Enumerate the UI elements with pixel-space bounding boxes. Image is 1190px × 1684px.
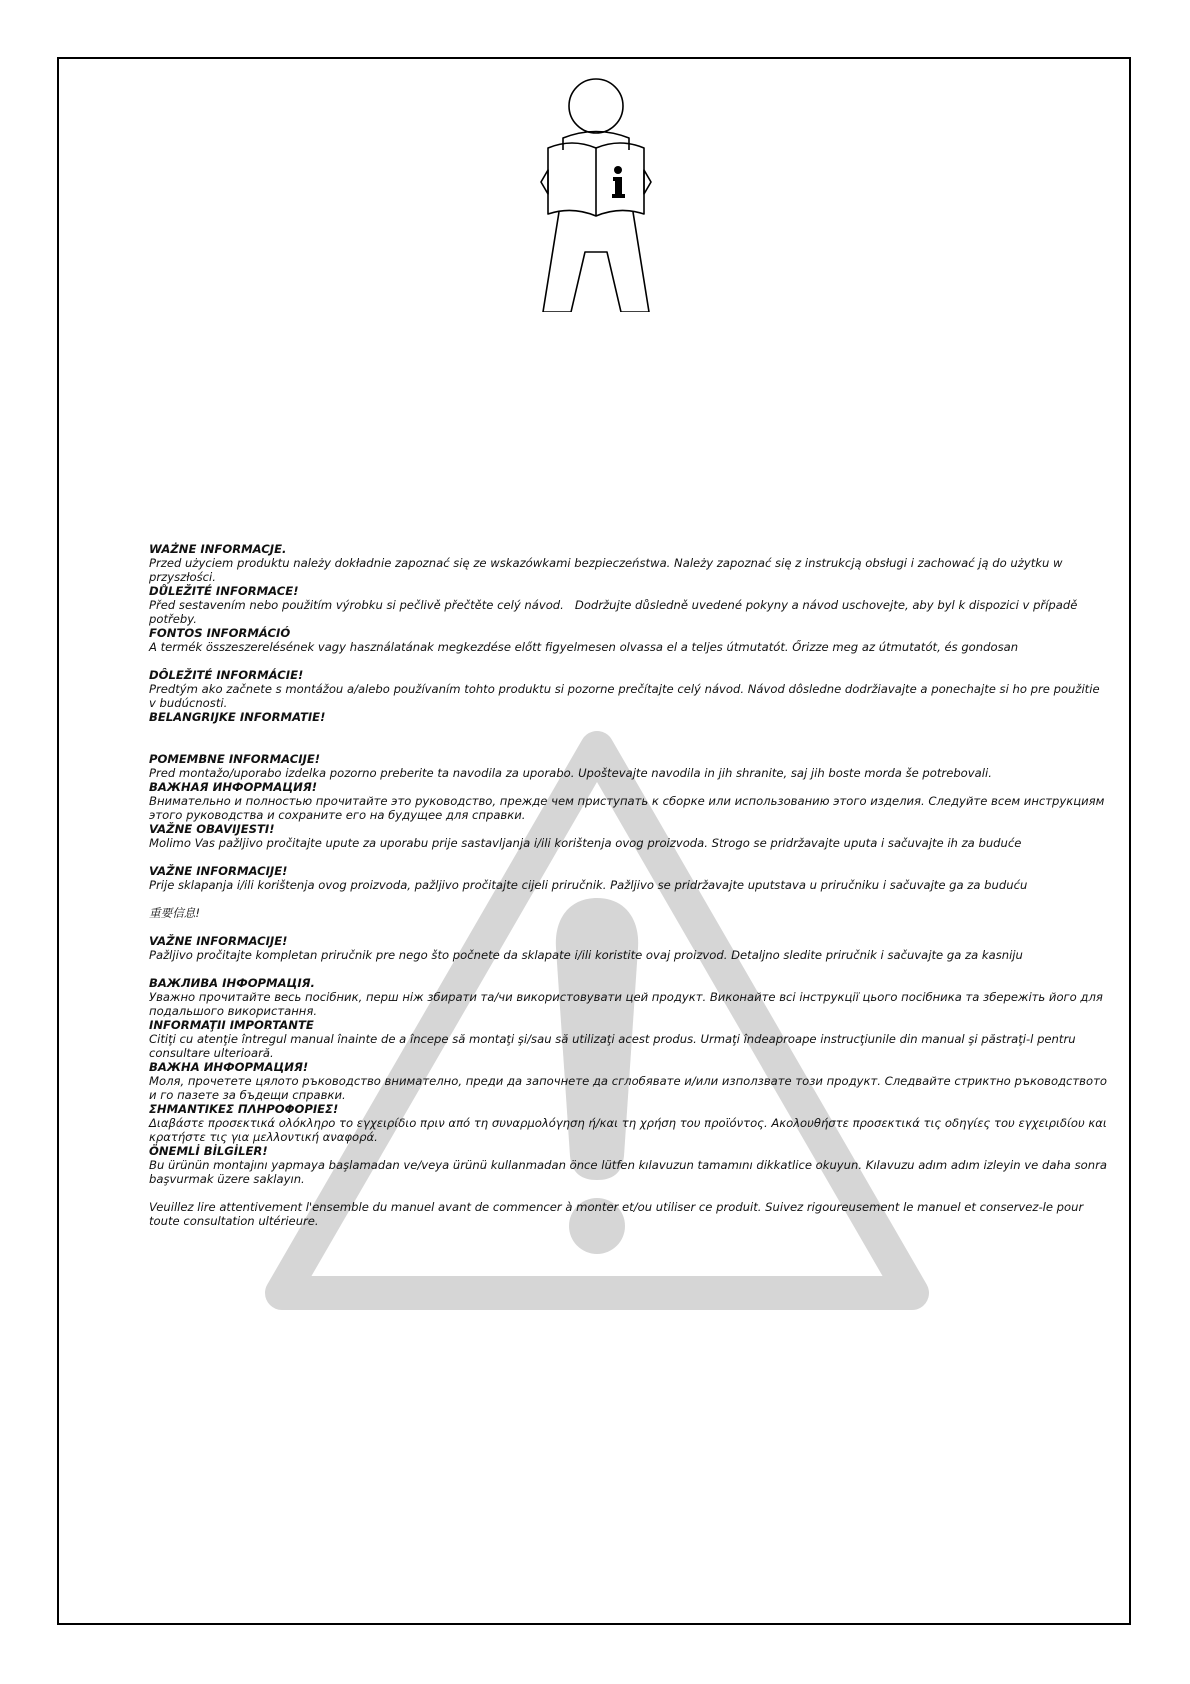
multilingual-notice-text bbox=[149, 542, 1109, 1228]
notice-nl bbox=[149, 710, 1109, 724]
notice-heading: DŮLEŽITÉ INFORMACE! bbox=[149, 584, 299, 598]
notice-heading: WAŻNE INFORMACJE. bbox=[149, 542, 287, 556]
person-reading-manual-icon bbox=[530, 78, 662, 312]
notice-body: Pred montažo/uporabo izdelka pozorno preberite ta navodila za uporabo. Upoštevajte navodila in jih shranite, saj jih boste morda še potrebovali. bbox=[149, 766, 992, 780]
notice-pl bbox=[149, 542, 1109, 584]
notice-body: Před sestavením nebo použitím výrobku si pečlivě přečtěte celý návod. Dodržujte důsledně uvedené pokyny a návod uschovejte, aby byl k dispozici v případě potřeby. bbox=[149, 598, 1082, 626]
notice-body: Veuillez lire attentivement l'ensemble du manuel avant de commencer à monter et/ou utiliser ce produit. Suivez rigoureusement le manuel et conservez-le pour toute consultation ultérieure. bbox=[149, 1200, 1087, 1228]
notice-heading: ΣΗΜΑΝΤΙΚΕΣ ΠΛΗΡΟΦΟΡΙΕΣ! bbox=[149, 1102, 339, 1116]
notice-zh bbox=[149, 906, 1109, 920]
notice-heading: DÔLEŽITÉ INFORMÁCIE! bbox=[149, 668, 304, 682]
notice-hu bbox=[149, 626, 1109, 654]
notice-fr bbox=[149, 1200, 1109, 1228]
notice-body: Citiţi cu atenţie întregul manual înainte de a începe să montaţi şi/sau să utilizaţi acest produs. Urmaţi îndeaproape instrucţiunile din manual şi păstraţi-l pentru consultare ulterioară. bbox=[149, 1032, 1080, 1060]
notice-body: Уважно прочитайте весь посібник, перш ніж збирати та/чи використовувати цей продукт. Виконайте всі інструкції цього посібника та збережіть його для подальшого використання. bbox=[149, 990, 1107, 1018]
notice-ro bbox=[149, 1018, 1109, 1060]
notice-heading: ВАЖЛИВА ІНФОРМАЦІЯ. bbox=[149, 976, 315, 990]
notice-tr bbox=[149, 1144, 1109, 1186]
notice-heading: INFORMAŢII IMPORTANTE bbox=[149, 1018, 314, 1032]
notice-body: Моля, прочетете цялото ръководство внимателно, преди да започнете да сглобявате и/или използвате този продукт. Следвайте стриктно ръководството и го пазете за бъдещи справки. bbox=[149, 1074, 1111, 1102]
notice-heading: ÖNEMLİ BİLGİLER! bbox=[149, 1144, 268, 1158]
notice-sr bbox=[149, 934, 1109, 962]
notice-bg bbox=[149, 1060, 1109, 1102]
notice-body: Bu ürünün montajını yapmaya başlamadan ve/veya ürünü kullanmadan önce lütfen kılavuzun tamamını dikkatlice okuyun. Kılavuzu adım adım izleyin ve daha sonra başvurmak üzere saklayın. bbox=[149, 1158, 1111, 1186]
notice-ru bbox=[149, 780, 1109, 822]
notice-heading: ВАЖНАЯ ИНФОРМАЦИЯ! bbox=[149, 780, 318, 794]
notice-body: Pažljivo pročitajte kompletan priručnik pre nego što počnete da sklapate i/ili koristite ovaj proizvod. Detaljno sledite priručnik i sačuvajte ga za kasniju bbox=[149, 948, 1023, 962]
notice-heading: 重要信息! bbox=[149, 906, 201, 920]
notice-uk bbox=[149, 976, 1109, 1018]
notice-body: Molimo Vas pažljivo pročitajte upute za uporabu prije sastavljanja i/ili korištenja ovog proizvoda. Strogo se pridržavajte uputa i sačuvajte ih za buduće bbox=[149, 836, 1022, 850]
notice-bs bbox=[149, 864, 1109, 892]
notice-body: Predtým ako začnete s montážou a/alebo používaním tohto produktu si pozorne prečítajte celý návod. Návod dôsledne dodržiavajte a ponechajte si ho pre použitie v budúcnosti. bbox=[149, 682, 1104, 710]
notice-cs bbox=[149, 584, 1109, 626]
notice-heading: VAŽNE INFORMACIJE! bbox=[149, 864, 288, 878]
notice-heading: POMEMBNE INFORMACIJE! bbox=[149, 752, 321, 766]
notice-body: Prije sklapanja i/ili korištenja ovog proizvoda, pažljivo pročitajte cijeli priručnik. Pažljivo se pridržavajte uputstava u priručniku i sačuvajte ga za buduću bbox=[149, 878, 1028, 892]
notice-heading: BELANGRIJKE INFORMATIE! bbox=[149, 710, 326, 724]
notice-heading: ВАЖНА ИНФОРМАЦИЯ! bbox=[149, 1060, 309, 1074]
notice-body: Przed użyciem produktu należy dokładnie zapoznać się ze wskazówkami bezpieczeństwa. Należy zapoznać się z instrukcją obsługi i zachować ją do użytku w przyszłości. bbox=[149, 556, 1067, 584]
notice-heading: VAŽNE INFORMACIJE! bbox=[149, 934, 288, 948]
notice-heading: FONTOS INFORMÁCIÓ bbox=[149, 626, 291, 640]
notice-sk bbox=[149, 668, 1109, 710]
info-icon bbox=[612, 166, 625, 198]
notice-heading: VAŽNE OBAVIJESTI! bbox=[149, 822, 275, 836]
notice-body: A termék összeszerelésének vagy használatának megkezdése előtt figyelmesen olvassa el a teljes útmutatót. Őrizze meg az útmutatót, és gondosan bbox=[149, 640, 1019, 654]
notice-sl bbox=[149, 752, 1109, 780]
notice-body: Внимательно и полностью прочитайте это руководство, прежде чем приступать к сборке или использованию этого изделия. Следуйте всем инструкциям этого руководства и сохраните его на будущее для справки. bbox=[149, 794, 1109, 822]
notice-hr bbox=[149, 822, 1109, 850]
notice-el bbox=[149, 1102, 1109, 1144]
notice-body: Διαβάστε προσεκτικά ολόκληρο το εγχειρίδιο πριν από τη συναρμολόγηση ή/και τη χρήση του προϊόντος. Ακολουθήστε προσεκτικά τις οδηγίες του εγχειριδίου και κρατήστε τις για μελλοντική αναφορά. bbox=[149, 1116, 1111, 1144]
